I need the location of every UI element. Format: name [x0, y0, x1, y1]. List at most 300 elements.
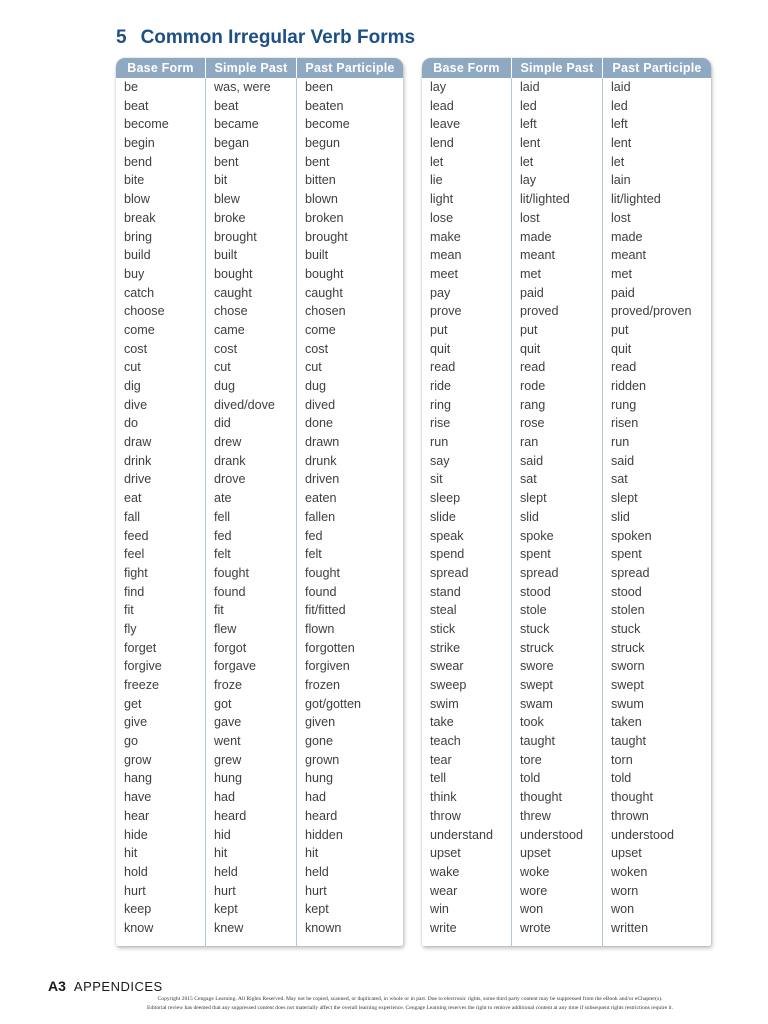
table-cell: threw [520, 808, 551, 823]
table-cell: put [430, 322, 448, 337]
table-cell: fit [214, 603, 224, 618]
column-base-form [422, 78, 511, 946]
table-cell: blown [305, 192, 338, 207]
copyright-notice [90, 995, 730, 1013]
table-cell: struck [520, 640, 554, 655]
table-cell: swum [611, 696, 644, 711]
table-cell: fight [124, 565, 148, 580]
table-cell: hidden [305, 827, 343, 842]
table-cell: forgive [124, 659, 162, 674]
table-cell: been [305, 80, 334, 94]
table-cell: made [611, 229, 643, 244]
verb-table-right [422, 58, 711, 946]
table-cell: thought [611, 790, 654, 805]
table-cell: know [124, 920, 154, 935]
table-cell: cut [124, 360, 141, 375]
table-cell: forgotten [305, 640, 355, 655]
table-cell: blew [214, 192, 240, 207]
table-cell: rode [520, 379, 546, 393]
table-cell: swept [611, 678, 644, 692]
table-cell: hung [214, 771, 243, 786]
table-cell: strike [430, 640, 461, 655]
table-cell: hurt [214, 883, 236, 898]
table-cell: brought [214, 229, 257, 244]
table-cell: found [305, 584, 337, 599]
table-cell: told [611, 771, 632, 786]
table-cell: catch [124, 285, 155, 300]
table-cell: drive [124, 472, 152, 487]
table-cell: flew [214, 621, 237, 636]
table-cell: dive [124, 397, 148, 412]
table-cell: upset [611, 846, 642, 861]
table-cell: begin [124, 136, 155, 151]
table-cell: caught [214, 285, 252, 300]
table-cell: taken [611, 715, 642, 730]
table-cell: sat [520, 472, 537, 487]
table-cell: stuck [611, 621, 641, 636]
table-cell: slid [611, 509, 630, 524]
table-cell: thought [520, 790, 563, 805]
table-cell: put [611, 322, 629, 337]
table-cell: kept [305, 902, 329, 917]
table-cell: feel [124, 547, 145, 562]
table-cell: grown [305, 752, 340, 767]
table-cell: came [214, 322, 245, 337]
table-cell: woke [520, 864, 550, 879]
column-simple-past [205, 78, 296, 946]
table-cell: sworn [611, 659, 645, 674]
table-cell: slid [520, 509, 539, 524]
table-cell: lie [430, 173, 443, 188]
table-cell: drew [214, 435, 242, 450]
table-cell: teach [430, 734, 461, 749]
table-cell: build [124, 248, 151, 263]
table-cell: felt [305, 547, 322, 562]
copyright-line: Copyright 2015 Cengage Learning. All Rights Reserved. May not be copied, scanned, or duplicated, in whole or in part. Due to electronic rights, some third party content may be suppressed from the eBook and/or eChapter(s). [157, 996, 663, 1002]
table-cell: hit [124, 846, 138, 861]
table-cell: stuck [520, 621, 550, 636]
table-cell: spoke [520, 528, 554, 543]
table-cell: paid [611, 285, 635, 300]
table-cell: was, were [214, 80, 271, 94]
table-cell: thrown [611, 808, 649, 823]
table-cell: struck [611, 640, 645, 655]
table-cell: lose [430, 210, 454, 225]
table-cell: heard [214, 808, 247, 823]
table-cell: became [214, 117, 259, 132]
table-cell: keep [124, 902, 152, 917]
table-cell: break [124, 210, 156, 225]
table-cell: prove [430, 304, 462, 319]
table-cell: ran [520, 435, 539, 450]
table-cell: bought [305, 266, 344, 281]
table-cell: won [520, 902, 544, 917]
table-cell: met [611, 266, 632, 281]
table-cell: steal [430, 603, 457, 618]
table-cell: proved [520, 304, 559, 319]
table-cell: freeze [124, 678, 160, 692]
table-cell: wear [430, 883, 458, 898]
table-cell: gone [305, 734, 334, 749]
table-cell: bent [305, 154, 330, 169]
table-cell: written [611, 920, 649, 935]
table-cell: stood [611, 584, 642, 599]
table-cell: left [520, 117, 537, 132]
column-past-participle [296, 78, 403, 946]
section-number: 5 [116, 27, 127, 48]
table-cell: be [124, 80, 139, 94]
table-cell: run [611, 435, 630, 450]
table-cell: frozen [305, 678, 341, 692]
table-cell: meant [520, 248, 556, 263]
table-cell: gave [214, 715, 242, 730]
table-cell: fly [124, 621, 137, 636]
page-number: A3 [48, 978, 66, 994]
table-cell: bend [124, 154, 153, 169]
table-cell: meet [430, 266, 458, 281]
table-body [116, 78, 403, 946]
table-cell: broken [305, 210, 344, 225]
table-cell: built [305, 248, 329, 263]
table-cell: come [124, 322, 155, 337]
table-cell: upset [430, 846, 461, 861]
table-cell: quit [611, 341, 632, 356]
table-cell: throw [430, 808, 461, 823]
table-cell: went [214, 734, 241, 749]
table-cell: slept [611, 491, 638, 506]
table-cell: had [305, 790, 327, 805]
table-cell: forgave [214, 659, 257, 674]
table-cell: heard [305, 808, 338, 823]
table-cell: laid [520, 80, 540, 94]
table-cell: give [124, 715, 148, 730]
column-past-participle [602, 78, 711, 946]
table-cell: quit [430, 341, 451, 356]
table-cell: held [214, 864, 238, 879]
section-label: APPENDICES [73, 979, 163, 994]
table-cell: stood [520, 584, 551, 599]
table-cell: rang [520, 397, 546, 412]
table-cell: forgiven [305, 659, 350, 674]
table-header [116, 58, 403, 78]
table-header [422, 58, 711, 78]
table-cell: hurt [124, 883, 146, 898]
table-cell: caught [305, 285, 343, 300]
table-cell: rung [611, 397, 637, 412]
copyright-line: Editorial review has deemed that any suppressed content does not materially affect the overall learning experience. Cengage Learning reserves the right to remove additional content at any time if subsequent rights restrictions require it. [147, 1005, 673, 1011]
table-cell: hung [305, 771, 334, 786]
table-cell: hear [124, 808, 150, 823]
table-cell: made [520, 229, 552, 244]
table-cell: blow [124, 192, 150, 207]
table-cell: come [305, 322, 336, 337]
table-cell: fell [214, 509, 231, 524]
table-cell: bring [124, 229, 153, 244]
table-cell: said [611, 453, 635, 468]
table-cell: kept [214, 902, 238, 917]
table-cell: bought [214, 266, 253, 281]
table-cell: led [611, 98, 628, 113]
table-cell: hang [124, 771, 153, 786]
table-cell: draw [124, 435, 152, 450]
table-cell: won [611, 902, 635, 917]
table-cell: fit/fitted [305, 603, 346, 618]
table-cell: rose [520, 416, 545, 431]
table-cell: lend [430, 136, 454, 151]
table-cell: driven [305, 472, 340, 487]
table-cell: leave [430, 117, 461, 132]
table-cell: let [430, 154, 444, 169]
table-cell: understood [520, 827, 584, 842]
table-cell: proved/proven [611, 304, 692, 319]
table-cell: sweep [430, 678, 467, 692]
table-cell: win [430, 902, 449, 917]
table-cell: lay [430, 80, 447, 94]
table-cell: let [611, 154, 625, 169]
table-cell: chose [214, 304, 248, 319]
table-cell: had [214, 790, 236, 805]
table-cell: wrote [520, 920, 551, 935]
table-cell: get [124, 696, 142, 711]
table-cell: took [520, 715, 544, 730]
table-cell: sit [430, 472, 443, 487]
table-cell: choose [124, 304, 165, 319]
table-cell: torn [611, 752, 633, 767]
verb-table-left [116, 58, 403, 946]
header-base-form: Base Form [127, 61, 194, 75]
table-cell: swim [430, 696, 459, 711]
table-cell: meant [611, 248, 647, 263]
table-cell: told [520, 771, 541, 786]
table-cell: drunk [305, 453, 337, 468]
table-cell: taught [611, 734, 647, 749]
table-cell: sat [611, 472, 628, 487]
table-cell: tore [520, 752, 542, 767]
table-cell: dig [124, 379, 141, 393]
table-cell: grow [124, 752, 152, 767]
table-cell: did [214, 416, 231, 431]
table-cell: sleep [430, 491, 461, 506]
table-cell: grew [214, 752, 242, 767]
table-cell: rise [430, 416, 451, 431]
table-cell: found [214, 584, 246, 599]
table-cell: cut [214, 360, 231, 375]
table-cell: lost [520, 210, 540, 225]
table-cell: spread [520, 565, 559, 580]
table-cell: felt [214, 547, 231, 562]
table-cell: froze [214, 678, 242, 692]
header-past-participle: Past Participle [296, 58, 403, 78]
table-cell: risen [611, 416, 639, 431]
table-cell: understood [611, 827, 675, 842]
table-cell: worn [611, 883, 639, 898]
table-cell: take [430, 715, 454, 730]
table-cell: drank [214, 453, 246, 468]
table-cell: ride [430, 379, 451, 393]
table-cell: laid [611, 80, 631, 94]
table-cell: become [305, 117, 350, 132]
table-cell: forget [124, 640, 157, 655]
table-cell: stick [430, 621, 456, 636]
table-cell: slide [430, 509, 456, 524]
section-title: Common Irregular Verb Forms [140, 27, 416, 48]
table-cell: understand [430, 827, 494, 842]
table-cell: fought [214, 565, 250, 580]
table-cell: spread [611, 565, 650, 580]
table-cell: buy [124, 266, 145, 281]
table-cell: got/gotten [305, 696, 362, 711]
table-cell: make [430, 229, 461, 244]
table-cell: lent [611, 136, 632, 151]
header-simple-past: Simple Past [511, 58, 602, 78]
table-cell: got [214, 696, 232, 711]
table-cell: stand [430, 584, 461, 599]
table-cell: lit/lighted [611, 192, 661, 207]
header-base-form: Base Form [433, 61, 500, 75]
table-cell: speak [430, 528, 464, 543]
table-cell: swear [430, 659, 464, 674]
table-cell: mean [430, 248, 462, 263]
table-cell: swam [520, 696, 553, 711]
table-cell: spread [430, 565, 469, 580]
table-cell: bitten [305, 173, 336, 188]
table-cell: lent [520, 136, 541, 151]
table-cell: ridden [611, 379, 647, 393]
table-cell: find [124, 584, 145, 599]
table-cell: dived/dove [214, 397, 275, 412]
table-cell: fought [305, 565, 341, 580]
table-cell: cost [305, 341, 329, 356]
table-cell: light [430, 192, 454, 207]
table-cell: begun [305, 136, 341, 151]
table-cell: dug [305, 379, 327, 393]
table-cell: dived [305, 397, 336, 412]
table-cell: hurt [305, 883, 327, 898]
page-footer [48, 978, 163, 995]
table-cell: upset [520, 846, 551, 861]
table-cell: done [305, 416, 334, 431]
column-simple-past [511, 78, 602, 946]
table-cell: cost [124, 341, 148, 356]
table-cell: lit/lighted [520, 192, 570, 207]
table-cell: run [430, 435, 449, 450]
table-cell: stolen [611, 603, 645, 618]
table-cell: drink [124, 453, 152, 468]
table-cell: woken [611, 864, 648, 879]
table-cell: cost [214, 341, 238, 356]
table-cell: flown [305, 621, 335, 636]
table-cell: bit [214, 173, 228, 188]
table-cell: spent [611, 547, 642, 562]
table-cell: write [430, 920, 457, 935]
header-past-participle: Past Participle [602, 58, 711, 78]
table-cell: tell [430, 771, 447, 786]
table-cell: swore [520, 659, 554, 674]
table-cell: fall [124, 509, 141, 524]
table-cell: go [124, 734, 139, 749]
table-cell: fed [214, 528, 232, 543]
table-cell: broke [214, 210, 246, 225]
table-cell: fed [305, 528, 323, 543]
table-cell: lay [520, 173, 537, 188]
table-cell: stole [520, 603, 547, 618]
table-cell: think [430, 790, 457, 805]
table-cell: taught [520, 734, 556, 749]
table-cell: paid [520, 285, 544, 300]
table-cell: lost [611, 210, 631, 225]
column-base-form [116, 78, 205, 946]
table-cell: hold [124, 864, 148, 879]
table-cell: said [520, 453, 544, 468]
table-cell: slept [520, 491, 547, 506]
page-heading [116, 26, 415, 50]
table-cell: drove [214, 472, 246, 487]
table-cell: knew [214, 920, 244, 935]
table-cell: read [430, 360, 456, 375]
table-cell: hit [214, 846, 228, 861]
table-cell: quit [520, 341, 541, 356]
table-cell: feed [124, 528, 149, 543]
table-cell: tear [430, 752, 452, 767]
table-cell: beat [124, 98, 149, 113]
table-cell: bite [124, 173, 145, 188]
table-cell: fallen [305, 509, 336, 524]
header-simple-past: Simple Past [205, 58, 296, 78]
table-cell: eaten [305, 491, 337, 506]
table-cell: eat [124, 491, 142, 506]
table-cell: spent [520, 547, 551, 562]
table-cell: left [611, 117, 628, 132]
table-cell: held [305, 864, 329, 879]
table-cell: fit [124, 603, 134, 618]
table-cell: chosen [305, 304, 346, 319]
table-cell: wore [520, 883, 548, 898]
table-cell: let [520, 154, 534, 169]
table-cell: wake [430, 864, 460, 879]
table-cell: lead [430, 98, 454, 113]
table-cell: lain [611, 173, 631, 188]
table-cell: hid [214, 827, 231, 842]
table-cell: say [430, 453, 450, 468]
table-cell: brought [305, 229, 348, 244]
table-cell: forgot [214, 640, 247, 655]
table-cell: bent [214, 154, 239, 169]
table-cell: spend [430, 547, 465, 562]
table-cell: beat [214, 98, 239, 113]
table-cell: put [520, 322, 538, 337]
table-cell: ate [214, 491, 232, 506]
table-cell: read [520, 360, 546, 375]
table-cell: spoken [611, 528, 652, 543]
table-cell: swept [520, 678, 553, 692]
table-cell: pay [430, 285, 451, 300]
table-body [422, 78, 711, 946]
table-cell: met [520, 266, 541, 281]
table-cell: beaten [305, 98, 344, 113]
table-cell: cut [305, 360, 322, 375]
table-cell: built [214, 248, 238, 263]
table-cell: have [124, 790, 152, 805]
table-cell: known [305, 920, 342, 935]
table-cell: led [520, 98, 537, 113]
table-cell: dug [214, 379, 236, 393]
table-cell: read [611, 360, 637, 375]
table-cell: hide [124, 827, 148, 842]
table-cell: hit [305, 846, 319, 861]
table-cell: become [124, 117, 169, 132]
table-cell: drawn [305, 435, 340, 450]
table-cell: ring [430, 397, 451, 412]
